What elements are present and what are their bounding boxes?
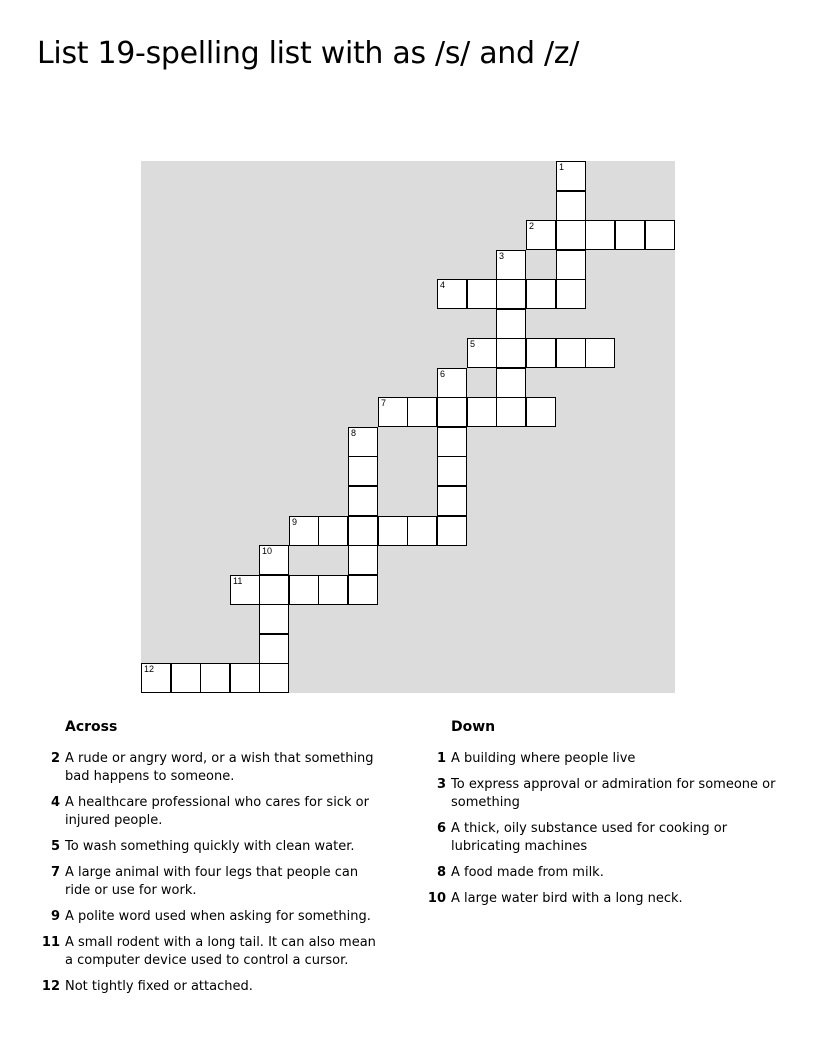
crossword-cell[interactable] bbox=[526, 338, 556, 368]
page-title: List 19-spelling list with as /s/ and /z/ bbox=[37, 36, 580, 71]
clue-number: 1 bbox=[436, 751, 446, 766]
crossword-cell[interactable] bbox=[467, 338, 497, 368]
clue-item bbox=[36, 864, 386, 900]
clue-number-label: 6 bbox=[440, 369, 446, 379]
clue-item bbox=[422, 776, 782, 812]
clue-number-label: 12 bbox=[144, 664, 155, 674]
clue-number-label: 8 bbox=[351, 428, 357, 438]
clue-text: A healthcare professional who cares for sick or injured people. bbox=[65, 795, 369, 828]
crossword-cell[interactable] bbox=[348, 427, 378, 457]
crossword-cell[interactable] bbox=[348, 516, 378, 546]
clue-number: 8 bbox=[436, 865, 446, 880]
crossword-cell[interactable] bbox=[645, 220, 675, 250]
clue-item bbox=[422, 864, 782, 882]
clue-item bbox=[422, 890, 782, 908]
crossword-cell[interactable] bbox=[556, 279, 586, 309]
clue-number-label: 4 bbox=[440, 280, 446, 290]
clue-number-label: 9 bbox=[292, 517, 298, 527]
down-clues bbox=[422, 716, 782, 916]
crossword-cell[interactable] bbox=[615, 220, 645, 250]
clue-item bbox=[36, 838, 386, 856]
clue-text: A food made from milk. bbox=[451, 865, 604, 880]
crossword-cell[interactable] bbox=[526, 220, 556, 250]
crossword-cell[interactable] bbox=[348, 456, 378, 486]
crossword-cell[interactable] bbox=[259, 634, 289, 664]
across-clues bbox=[36, 716, 386, 1004]
crossword-cell[interactable] bbox=[141, 663, 171, 693]
clue-text: Not tightly fixed or attached. bbox=[65, 979, 253, 994]
crossword-cell[interactable] bbox=[259, 663, 289, 693]
crossword-cell[interactable] bbox=[259, 604, 289, 634]
crossword-cell[interactable] bbox=[259, 545, 289, 575]
clue-number: 7 bbox=[50, 865, 60, 880]
crossword-cell[interactable] bbox=[496, 338, 526, 368]
clue-text: A polite word used when asking for something. bbox=[65, 909, 371, 924]
across-heading: Across bbox=[65, 719, 118, 735]
clue-number: 11 bbox=[41, 935, 60, 950]
crossword-cell[interactable] bbox=[556, 191, 586, 221]
crossword-cell[interactable] bbox=[437, 516, 467, 546]
crossword-cell[interactable] bbox=[437, 368, 467, 398]
clue-number-label: 10 bbox=[262, 546, 273, 556]
clue-number-label: 7 bbox=[381, 398, 387, 408]
clue-text: To express approval or admiration for someone or something bbox=[451, 777, 776, 810]
clue-number: 5 bbox=[50, 839, 60, 854]
clue-number: 4 bbox=[50, 795, 60, 810]
crossword-cell[interactable] bbox=[437, 397, 467, 427]
crossword-cell[interactable] bbox=[289, 575, 319, 605]
clue-number-label: 5 bbox=[470, 339, 476, 349]
clue-number: 6 bbox=[436, 821, 446, 836]
clue-number-label: 2 bbox=[529, 221, 535, 231]
crossword-cell[interactable] bbox=[556, 220, 586, 250]
crossword-cell[interactable] bbox=[585, 220, 615, 250]
clue-text: A building where people live bbox=[451, 751, 636, 766]
crossword-cell[interactable] bbox=[230, 575, 260, 605]
clue-text: A rude or angry word, or a wish that something bad happens to someone. bbox=[65, 751, 374, 784]
clue-text: To wash something quickly with clean water. bbox=[65, 839, 355, 854]
clue-number: 10 bbox=[427, 891, 446, 906]
clue-number-label: 3 bbox=[499, 250, 505, 261]
crossword-cell[interactable] bbox=[556, 250, 586, 280]
clue-item bbox=[36, 750, 386, 786]
clue-item bbox=[422, 820, 782, 856]
clue-item bbox=[36, 978, 386, 996]
crossword-cell[interactable] bbox=[437, 427, 467, 457]
crossword-cell[interactable] bbox=[496, 368, 526, 398]
crossword-cell[interactable] bbox=[585, 338, 615, 368]
crossword-cell[interactable] bbox=[496, 309, 526, 339]
crossword-cell[interactable] bbox=[230, 663, 260, 693]
clue-text: A large animal with four legs that people can ride or use for work. bbox=[65, 865, 359, 898]
clue-item bbox=[36, 908, 386, 926]
crossword-cell[interactable] bbox=[467, 397, 497, 427]
crossword-cell[interactable] bbox=[407, 516, 437, 546]
crossword-cell[interactable] bbox=[171, 663, 201, 693]
crossword-cell[interactable] bbox=[496, 279, 526, 309]
clue-number: 12 bbox=[41, 979, 60, 994]
crossword-cell[interactable] bbox=[378, 397, 408, 427]
clue-number-label: 1 bbox=[559, 162, 565, 172]
crossword-cell[interactable] bbox=[526, 279, 556, 309]
down-heading: Down bbox=[451, 719, 496, 735]
clue-number-label: 11 bbox=[233, 576, 243, 586]
crossword-cell[interactable] bbox=[526, 397, 556, 427]
crossword-cell[interactable] bbox=[437, 279, 467, 309]
crossword-cell[interactable] bbox=[407, 397, 437, 427]
clue-item bbox=[36, 934, 386, 970]
clue-number: 9 bbox=[50, 909, 60, 924]
clue-number: 3 bbox=[436, 777, 446, 792]
crossword-cell[interactable] bbox=[259, 575, 289, 605]
crossword-grid bbox=[141, 161, 675, 693]
crossword-cell[interactable] bbox=[348, 486, 378, 516]
crossword-cell[interactable] bbox=[467, 279, 497, 309]
crossword-cell[interactable] bbox=[496, 397, 526, 427]
crossword-cell[interactable] bbox=[437, 456, 467, 486]
clue-item bbox=[36, 794, 386, 830]
crossword-cell[interactable] bbox=[378, 516, 408, 546]
clue-text: A thick, oily substance used for cooking or lubricating machines bbox=[451, 821, 728, 854]
clue-text: A small rodent with a long tail. It can also mean a computer device used to control a cursor. bbox=[65, 935, 376, 968]
crossword-cell[interactable] bbox=[437, 486, 467, 516]
crossword-cell[interactable] bbox=[289, 516, 319, 546]
crossword-cell[interactable] bbox=[556, 161, 586, 191]
crossword-cell[interactable] bbox=[496, 250, 526, 280]
crossword-cell[interactable] bbox=[318, 516, 348, 546]
crossword-cell[interactable] bbox=[556, 338, 586, 368]
clue-number: 2 bbox=[50, 751, 60, 766]
crossword-cell[interactable] bbox=[318, 575, 348, 605]
clue-text: A large water bird with a long neck. bbox=[451, 891, 683, 906]
crossword-cell[interactable] bbox=[200, 663, 230, 693]
crossword-cell[interactable] bbox=[348, 545, 378, 575]
crossword-cell[interactable] bbox=[348, 575, 378, 605]
clue-item bbox=[422, 750, 782, 768]
